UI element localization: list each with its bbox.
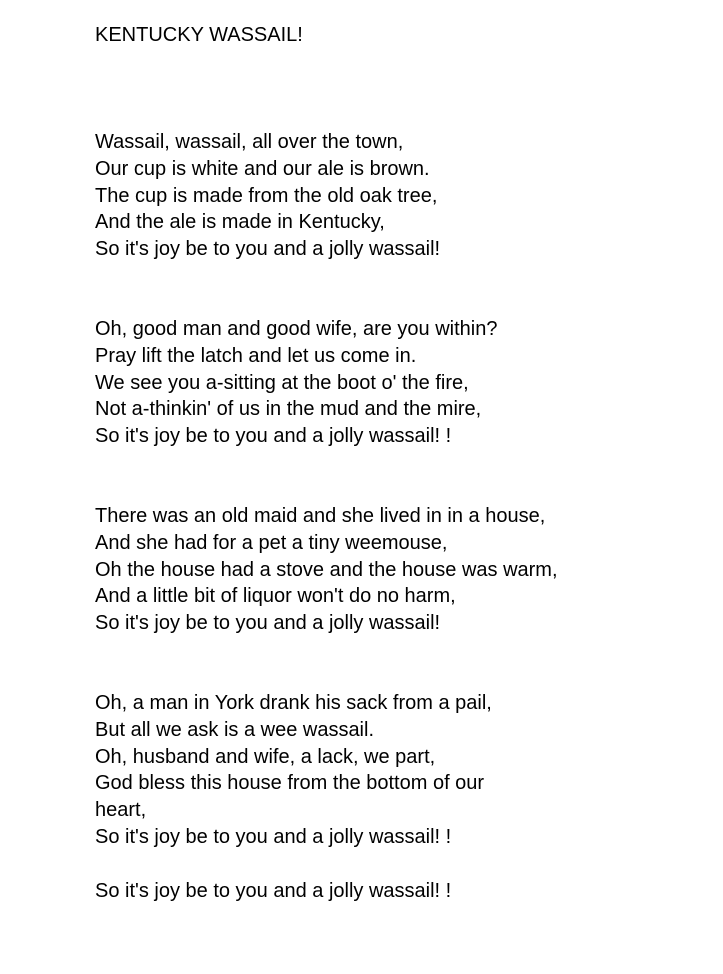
stanza-line: heart,: [95, 799, 147, 822]
stanza-line: Oh the house had a stove and the house was warm,: [95, 558, 558, 581]
stanza-line: There was an old maid and she lived in in a house,: [95, 505, 546, 527]
stanza-line: But all we ask is a wee wassail.: [95, 718, 375, 741]
stanza-2: [95, 316, 497, 450]
stanza-line: Oh, good man and good wife, are you within?: [95, 318, 498, 340]
document-title: KENTUCKY WASSAIL!: [95, 24, 303, 46]
stanza-line: Oh, a man in York drank his sack from a pail,: [95, 692, 492, 714]
stanza-3: [95, 503, 558, 637]
stanza-line: So it's joy be to you and a jolly wassail! !: [95, 425, 452, 448]
stanza-line: The cup is made from the old oak tree,: [95, 184, 438, 207]
stanza-line: Not a-thinkin' of us in the mud and the mire,: [95, 398, 482, 421]
stanza-4: [95, 690, 492, 851]
stanza-line: Oh, husband and wife, a lack, we part,: [95, 745, 436, 768]
stanza-line: So it's joy be to you and a jolly wassail! !: [95, 825, 452, 848]
stanza-line: So it's joy be to you and a jolly wassail!: [95, 612, 441, 635]
stanza-line: Pray lift the latch and let us come in.: [95, 344, 417, 367]
stanza-1: [95, 129, 440, 263]
stanza-line: God bless this house from the bottom of our: [95, 772, 485, 795]
refrain: [95, 878, 451, 905]
stanza-line: Our cup is white and our ale is brown.: [95, 157, 430, 180]
stanza-line: And she had for a pet a tiny weemouse,: [95, 531, 448, 554]
document-page: [95, 22, 715, 902]
stanza-line: Wassail, wassail, all over the town,: [95, 131, 404, 153]
stanza-line: And the ale is made in Kentucky,: [95, 211, 385, 234]
stanza-line: We see you a-sitting at the boot o' the fire,: [95, 371, 469, 394]
stanza-line: And a little bit of liquor won't do no harm,: [95, 585, 456, 608]
stanza-line: So it's joy be to you and a jolly wassail!: [95, 238, 441, 261]
refrain-line: So it's joy be to you and a jolly wassail! !: [95, 880, 452, 902]
